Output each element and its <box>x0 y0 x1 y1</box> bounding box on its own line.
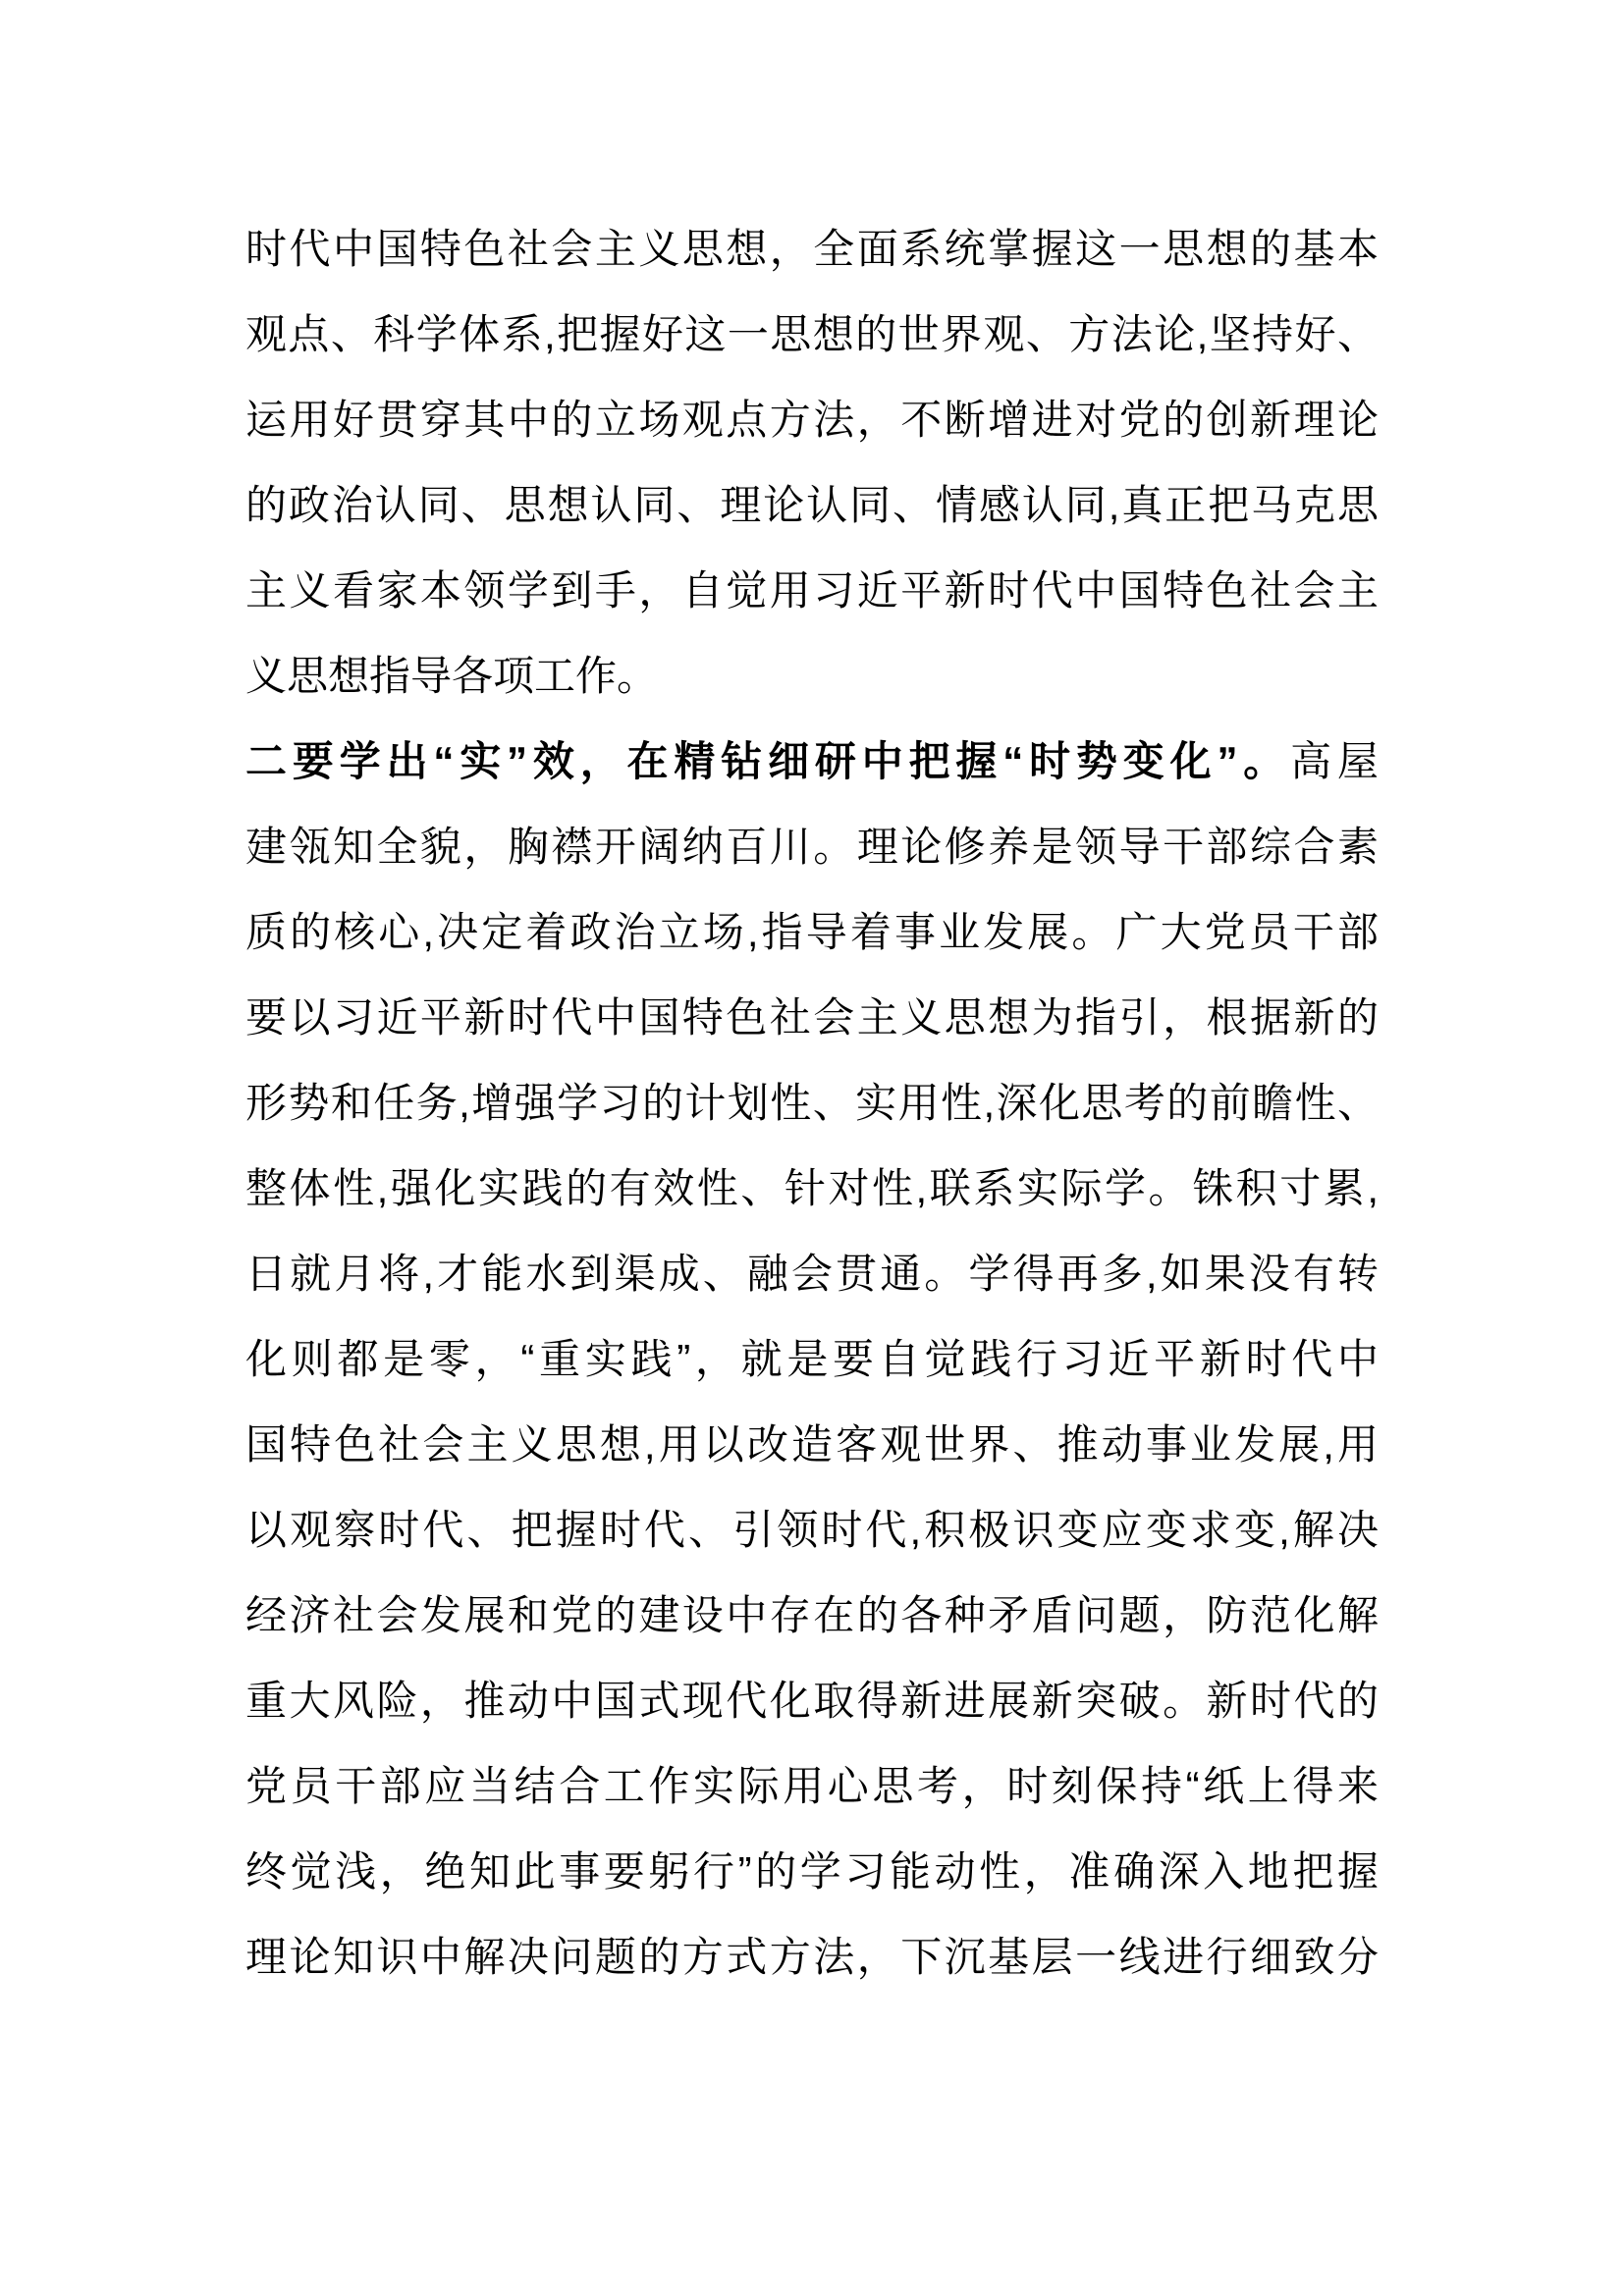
line-text: 建瓴知全貌，胸襟开阔纳百川。理论修养是领导干部综合素 <box>245 824 1379 870</box>
line-text: 运用好贯穿其中的立场观点方法，不断增进对党的创新理论 <box>245 397 1379 443</box>
line-text: 整体性,强化实践的有效性、针对性,联系实际学。铢积寸累, <box>245 1165 1379 1211</box>
paragraph-continuation <box>245 206 1379 719</box>
line-text: 日就月将,才能水到渠成、融会贯通。学得再多,如果没有转 <box>245 1251 1379 1297</box>
text-line <box>245 1487 1379 1573</box>
text-line <box>245 377 1379 462</box>
line-text: 化则都是零，“重实践”，就是要自觉践行习近平新时代中 <box>245 1336 1379 1382</box>
line-text: 要以习近平新时代中国特色社会主义思想为指引，根据新的 <box>245 994 1379 1041</box>
line-text: 以观察时代、把握时代、引领时代,积极识变应变求变,解决 <box>245 1507 1379 1553</box>
line-text: 经济社会发展和党的建设中存在的各种矛盾问题，防范化解 <box>245 1592 1379 1638</box>
text-line <box>245 1573 1379 1658</box>
bold-heading-text: 二要学出“实”效，在精钻细研中把握“时势变化”。 <box>245 738 1291 784</box>
text-line <box>245 1658 1379 1743</box>
text-line <box>245 462 1379 548</box>
paragraph-second-point <box>245 719 1379 2000</box>
text-line <box>245 1743 1379 1829</box>
text-line <box>245 1402 1379 1487</box>
document-body <box>245 206 1379 2000</box>
line-text: 义思想指导各项工作。 <box>245 653 659 699</box>
text-line <box>245 804 1379 889</box>
line-text: 观点、科学体系,把握好这一思想的世界观、方法论,坚持好、 <box>245 311 1379 357</box>
text-line <box>245 1146 1379 1231</box>
text-line <box>245 1060 1379 1146</box>
text-line <box>245 206 1379 292</box>
text-line <box>245 719 1379 804</box>
text-line <box>245 1829 1379 1914</box>
text-line <box>245 889 1379 975</box>
text-line <box>245 1914 1379 2000</box>
line-text: 时代中国特色社会主义思想，全面系统掌握这一思想的基本 <box>245 226 1379 272</box>
line-text: 党员干部应当结合工作实际用心思考，时刻保持“纸上得来 <box>245 1763 1379 1809</box>
text-line <box>245 548 1379 633</box>
text-line <box>245 975 1379 1060</box>
line-text: 重大风险，推动中国式现代化取得新进展新突破。新时代的 <box>245 1678 1379 1724</box>
line-text: 形势和任务,增强学习的计划性、实用性,深化思考的前瞻性、 <box>245 1080 1379 1126</box>
line-text: 理论知识中解决问题的方式方法，下沉基层一线进行细致分 <box>245 1934 1379 1980</box>
text-line <box>245 633 1379 719</box>
text-line <box>245 1316 1379 1402</box>
line-text: 质的核心,决定着政治立场,指导着事业发展。广大党员干部 <box>245 909 1379 955</box>
line-text: 终觉浅，绝知此事要躬行”的学习能动性，准确深入地把握 <box>245 1848 1379 1895</box>
line-text: 主义看家本领学到手，自觉用习近平新时代中国特色社会主 <box>245 567 1379 614</box>
text-line <box>245 1231 1379 1316</box>
line-text: 的政治认同、思想认同、理论认同、情感认同,真正把马克思 <box>245 482 1379 528</box>
text-line <box>245 292 1379 377</box>
line-text: 高屋 <box>1290 738 1379 784</box>
line-text: 国特色社会主义思想,用以改造客观世界、推动事业发展,用 <box>245 1421 1379 1468</box>
